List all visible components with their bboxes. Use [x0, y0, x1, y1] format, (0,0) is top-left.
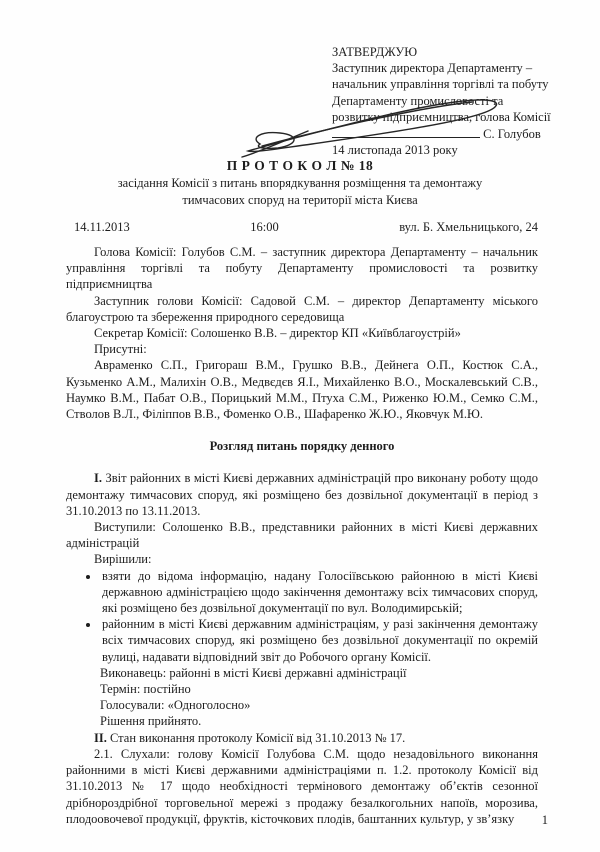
page-number: 1 — [541, 812, 548, 827]
attendees-label: Присутні: — [94, 342, 147, 357]
document-subtitle: засідання Комісії з питань впорядкування розміщення та демонтажу — [117, 176, 483, 191]
meeting-time: 16:00 — [250, 220, 279, 234]
document-subtitle: тимчасових споруд на території міста Києва — [182, 193, 418, 208]
agenda-item-2-marker: II. — [94, 730, 107, 745]
approval-line: начальник управління торгівлі та побуту — [332, 77, 549, 92]
signer-name: С. Голубов — [483, 127, 541, 142]
decision-line: Рішення прийнято. — [100, 714, 202, 729]
agenda-item-1-text: Звіт районних в місті Києві державних адміністрацій про виконану роботу щодо демонтажу тимчасових споруд, які розміщено без дозвільної документації в період з 31.10.2013 по 13.11.2013. — [66, 471, 538, 518]
decision-list — [66, 568, 538, 665]
official-deputy: Заступник голови Комісії: Садовой С.М. – директор Департаменту міського благоустрою та збереження природного середовища — [66, 293, 538, 324]
meeting-date: 14.11.2013 — [74, 220, 130, 234]
agenda-item-1 — [66, 470, 538, 519]
title-block — [0, 158, 600, 209]
official-head: Голова Комісії: Голубов С.М. – заступник директора Департаменту – начальник управління торгівлі та побуту Департаменту промисловості та розвитку підприємництва — [66, 245, 538, 292]
agenda-item-2 — [66, 730, 538, 746]
official-secretary: Секретар Комісії: Солошенко В.В. – директор КП «Київблагоустрій» — [94, 326, 461, 341]
approval-label: ЗАТВЕРДЖУЮ — [332, 45, 418, 59]
approval-date: 14 листопада 2013 року — [332, 143, 458, 158]
decision-item: • районним в місті Києві державним адміністраціям, у разі закінчення демонтажу всіх тимчасових споруд, які розміщено без дозвільної документації по окремій вулиці, надавати відповідний звіт до Робочого органу Комісії. — [100, 616, 538, 665]
document-title: П Р О Т О К О Л № 18 — [226, 158, 374, 173]
signature-underline — [332, 126, 480, 138]
agenda-item-1-speakers: Виступили: Солошенко В.В., представники районних в місті Києві державних адміністрацій — [66, 520, 538, 551]
term-line: Термін: постійно — [100, 682, 191, 697]
agenda-heading: Розгляд питань порядку денного — [209, 439, 395, 454]
decided-label: Вирішили: — [94, 552, 152, 567]
agenda-item-1-marker: I. — [94, 471, 102, 486]
item-2-1-paragraph: 2.1. Слухали: голову Комісії Голубова С.М. щодо незадовільного виконання районними в місті Києві державними адміністраціями п. 1.2. протоколу Комісії від 31.10.2013 № 17 щодо необхідності термінового демонтажу об’єктів сезонної дрібнороздрібної торговельної мережі з продажу безалкогольних напоїв, морозива, плодоовочевої продукції, фруктів, кісточкових плодів, баштанних культур, у зв’язку — [66, 746, 538, 826]
document-body — [66, 244, 538, 827]
executor-line: Виконавець: районні в місті Києві державні адміністрації — [100, 665, 407, 680]
voted-line: Голосували: «Одноголосно» — [100, 698, 251, 713]
attendees-names: Авраменко С.П., Григораш В.М., Грушко В.В., Дейнега О.П., Костюк С.А., Кузьменко А.М., Малихін О.В., Медвєдєв Я.І., Михайленко В.О., Москалевський С.В., Наумко В.М., Пабат О.В., Порицький М.М., Птуха С.М., Риженко Ю.М., Семко С.М., Стволов В.Л., Філіппов В.В., Фоменко О.В., Шафаренко Ж.Ю., Яковчук М.Ю. — [66, 358, 538, 422]
meeting-address: вул. Б. Хмельницького, 24 — [399, 220, 538, 234]
approval-line: Заступник директора Департаменту – — [332, 61, 533, 76]
approval-line: Департаменту промисловості та — [332, 93, 504, 108]
approval-block — [332, 44, 562, 158]
decision-item: • взяти до відома інформацію, надану Голосіївською районною в місті Києві державною адміністрацією щодо закінчення демонтажу всіх тимчасових споруд, які розміщено без дозвільної документації по вул. Володимирській; — [100, 568, 538, 617]
meta-row — [66, 219, 538, 235]
signature-line — [332, 126, 562, 142]
agenda-item-2-text: Стан виконання протоколу Комісії від 31.10.2013 № 17. — [106, 730, 406, 745]
approval-line: розвитку підприємництва, голова Комісії — [332, 109, 551, 124]
